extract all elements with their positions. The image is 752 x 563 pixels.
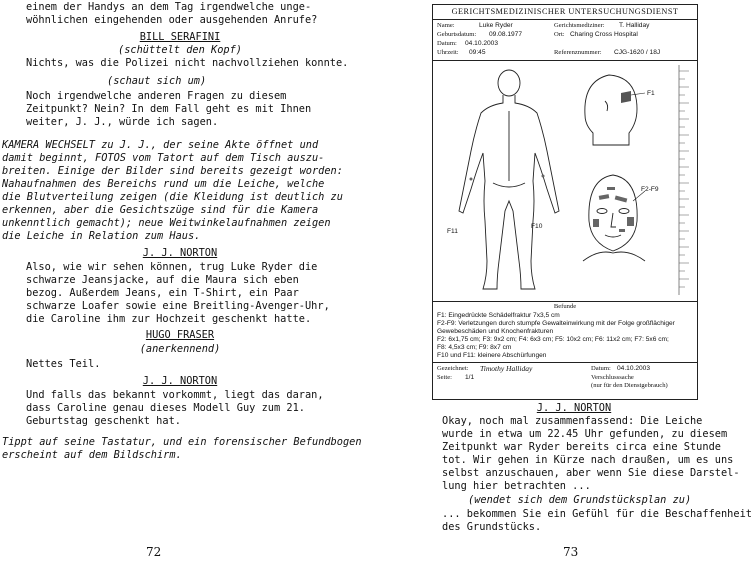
finding-line: F8: 4,5x3 cm; F9: 8x7 cm	[437, 344, 512, 351]
confidential-line: Verschlusssache	[591, 374, 634, 381]
dialogue-line: Noch irgendwelche anderen Fragen zu diesem	[26, 90, 287, 102]
page-number: 73	[563, 545, 579, 559]
dialogue-line: dass Caroline genau dieses Modell Guy zum 21.	[26, 402, 305, 414]
parenthetical: (schüttelt den Kopf)	[118, 44, 242, 56]
examiner-label: Gerichtsmediziner:	[554, 22, 605, 29]
dialogue-line: Nettes Teil.	[26, 358, 101, 370]
speaker-name: J. J. NORTON	[536, 402, 612, 414]
dialogue-line: Zeitpunkt war Ryder bereits circa eine Stunde	[442, 441, 721, 453]
text-line: einem der Handys an dem Tag irgendwelche unge-	[26, 1, 312, 13]
marker-f2-f9: F2-F9	[641, 186, 659, 193]
dialogue-line: bezog. Außerdem Jeans, ein T-Shirt, ein Paar	[26, 287, 299, 299]
place-label: Ort:	[554, 31, 565, 38]
marker-f10: F10	[531, 223, 543, 230]
speaker-name: J. J. NORTON	[142, 247, 218, 259]
name-label: Name:	[437, 22, 455, 29]
dialogue-line: ... bekommen Sie ein Gefühl für die Beschaffenheit	[442, 508, 752, 520]
marker-f11: F11	[447, 228, 458, 235]
date-value: 04.10.2003	[465, 40, 499, 47]
date2-value: 04.10.2003	[617, 365, 651, 372]
dialogue-line: Zeitpunkt? Nein? In dem Fall geht es mit Ihnen	[26, 103, 312, 115]
stage-direction: Tippt auf seine Tastatur, und ein forensischer Befundbogen	[2, 436, 362, 448]
left-page	[0, 0, 360, 563]
page-number: 72	[146, 545, 162, 559]
right-page	[360, 0, 752, 563]
finding-line: F2: 6x1,75 cm; F3: 9x2 cm; F4: 6x3 cm; F5: 10x2 cm; F6: 11x2 cm; F7: 5x6 cm;	[437, 336, 669, 343]
dialogue-line: weiter, J. J., würde ich sagen.	[26, 116, 219, 128]
stage-direction: erscheint auf dem Bildschirm.	[2, 449, 182, 461]
time-value: 09:45	[469, 49, 486, 56]
dialogue-line: des Grundstücks.	[442, 521, 542, 533]
reference-label: Referenznummer:	[554, 49, 602, 56]
stage-direction: damit beginnt, FOTOS vom Tatort auf dem Tisch auszu-	[2, 152, 325, 164]
page-value: 1/1	[465, 374, 475, 381]
finding-line: F2-F9: Verletzungen durch stumpfe Gewalteinwirkung mit der Folge großflächiger	[437, 320, 675, 327]
parenthetical: (anerkennend)	[139, 343, 221, 355]
confidential-line: (nur für den Dienstgebrauch)	[591, 382, 668, 389]
dob-value: 09.08.1977	[489, 31, 523, 38]
speaker-name: J. J. NORTON	[142, 375, 218, 387]
date2-label: Datum:	[591, 365, 611, 372]
signature: Timothy Halliday	[480, 364, 533, 373]
marker-f1: F1	[647, 90, 655, 97]
dialogue-line: selbst anzuschauen, aber wenn Sie diese Darstel-	[442, 467, 740, 479]
dialogue-line: Okay, noch mal zusammenfassend: Die Leiche	[442, 415, 703, 427]
speaker-name: HUGO FRASER	[145, 329, 215, 341]
findings-title: Befunde	[553, 303, 577, 310]
stage-direction: Nahaufnahmen des Bereichs rund um die Leiche, welche	[2, 178, 325, 190]
dialogue-line: die Caroline ihm zur Hochzeit geschenkt hatte.	[26, 313, 312, 325]
stage-direction: die Blutverteilung zeigen (die Kleidung ist deutlich zu	[2, 191, 343, 203]
stage-direction: KAMERA WECHSELT zu J. J., der seine Akte öffnet und	[2, 139, 319, 151]
stage-direction: die Leiche in Relation zum Haus.	[2, 230, 201, 242]
name-value: Luke Ryder	[479, 22, 513, 29]
speaker-name: BILL SERAFINI	[139, 31, 221, 43]
reference-value: CJG-1620 / 18J	[614, 49, 661, 56]
parenthetical: (wendet sich dem Grundstücksplan zu)	[468, 494, 692, 506]
dialogue-line: schwarze Jeansjacke, auf die Maura sich eben	[26, 274, 299, 286]
dialogue-line: Nichts, was die Polizei nicht nachvollziehen konnte.	[26, 57, 349, 69]
stage-direction: breiten. Einige der Bilder sind bereits gezeigt worden:	[2, 165, 343, 177]
dialogue-line: lung hier betrachten ...	[442, 480, 591, 492]
dialogue-line: Geburtstag geschenkt hat.	[26, 415, 181, 427]
signed-label: Gezeichnet:	[437, 365, 469, 372]
time-label: Uhrzeit:	[437, 49, 459, 56]
dob-label: Geburtsdatum:	[437, 31, 477, 38]
finding-line: F1: Eingedrückte Schädelfraktur 7x3,5 cm	[437, 312, 560, 319]
dialogue-line: wurde in etwa um 22.45 Uhr gefunden, zu diesem	[442, 428, 728, 440]
dialogue-line: schwarze Loafer sowie eine Breitling-Avenger-Uhr,	[26, 300, 330, 312]
parenthetical: (schaut sich um)	[107, 75, 207, 87]
form-title: GERICHTSMEDIZINISCHER UNTERSUCHUNGSDIENST	[433, 5, 697, 20]
date-label: Datum:	[437, 40, 457, 47]
dialogue-line: Also, wie wir sehen können, trug Luke Ryder die	[26, 261, 318, 273]
place-value: Charing Cross Hospital	[570, 31, 638, 38]
text-line: wöhnlichen eingehenden oder ausgehenden Anrufe?	[26, 14, 318, 26]
dialogue-line: Und falls das bekannt vorkommt, liegt das daran,	[26, 389, 324, 401]
finding-line: Gewebeschäden und Knochenfrakturen	[437, 328, 554, 335]
page-label: Seite:	[437, 374, 453, 381]
stage-direction: unkenntlich gemacht); neue Weitwinkelaufnahmen zeigen	[2, 217, 331, 229]
stage-direction: erkennen, aber die Gesichtszüge sind für die Kamera	[2, 204, 319, 216]
finding-line: F10 und F11: kleinere Abschürfungen	[437, 352, 547, 359]
dialogue-line: tot. Wir gehen in Kürze nach draußen, um es uns	[442, 454, 734, 466]
examiner-value: T. Halliday	[619, 22, 650, 29]
